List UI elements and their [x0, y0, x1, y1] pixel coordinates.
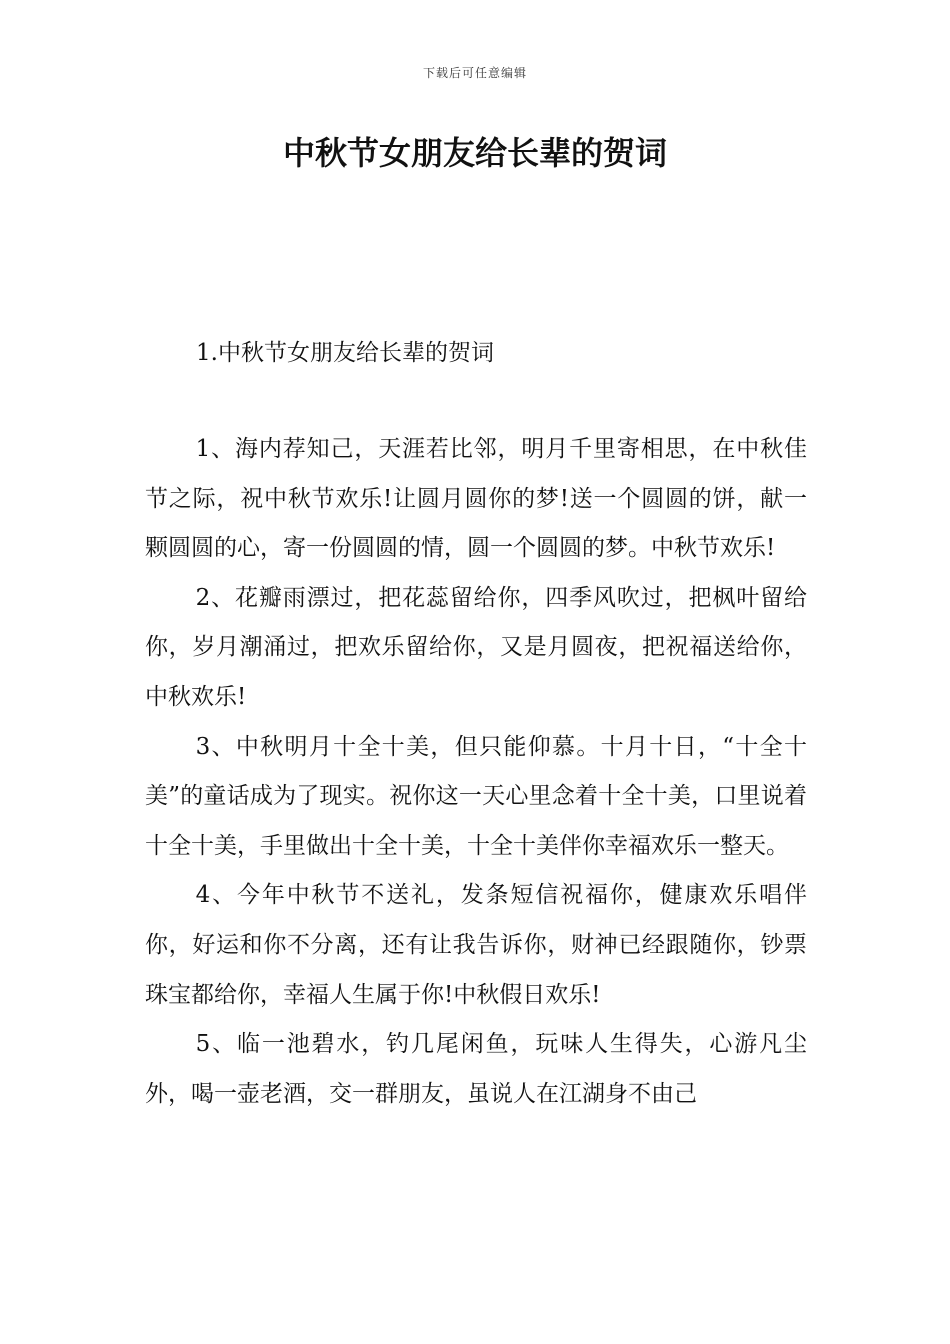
document-body [145, 425, 807, 1119]
header-note: 下载后可任意编辑 [422, 66, 527, 80]
paragraph-5: 5、临一池碧水，钓几尾闲鱼，玩味人生得失，心游凡尘外，喝一壶老酒，交一群朋友，虽说人在江湖身不由己 [145, 1031, 807, 1107]
paragraph-4: 4、今年中秋节不送礼，发条短信祝福你，健康欢乐唱伴你，好运和你不分离，还有让我告诉你，财神已经跟随你，钞票珠宝都给你，幸福人生属于你!中秋假日欢乐! [145, 882, 807, 1008]
paragraph-1: 1、海内荐知己，天涯若比邻，明月千里寄相思，在中秋佳节之际，祝中秋节欢乐!让圆月圆你的梦!送一个圆圆的饼，献一颗圆圆的心，寄一份圆圆的情，圆一个圆圆的梦。中秋节欢乐! [145, 436, 807, 562]
paragraph-2: 2、花瓣雨漂过，把花蕊留给你，四季风吹过，把枫叶留给你，岁月潮涌过，把欢乐留给你，又是月圆夜，把祝福送给你，中秋欢乐! [145, 584, 807, 710]
document-title: 中秋节女朋友给长辈的贺词 [282, 134, 667, 172]
section-heading: 1.中秋节女朋友给长辈的贺词 [196, 340, 494, 366]
paragraph-3: 3、中秋明月十全十美，但只能仰慕。十月十日，“十全十美”的童话成为了现实。祝你这一天心里念着十全十美，口里说着十全十美，手里做出十全十美，十全十美伴你幸福欢乐一整天。 [145, 733, 807, 859]
